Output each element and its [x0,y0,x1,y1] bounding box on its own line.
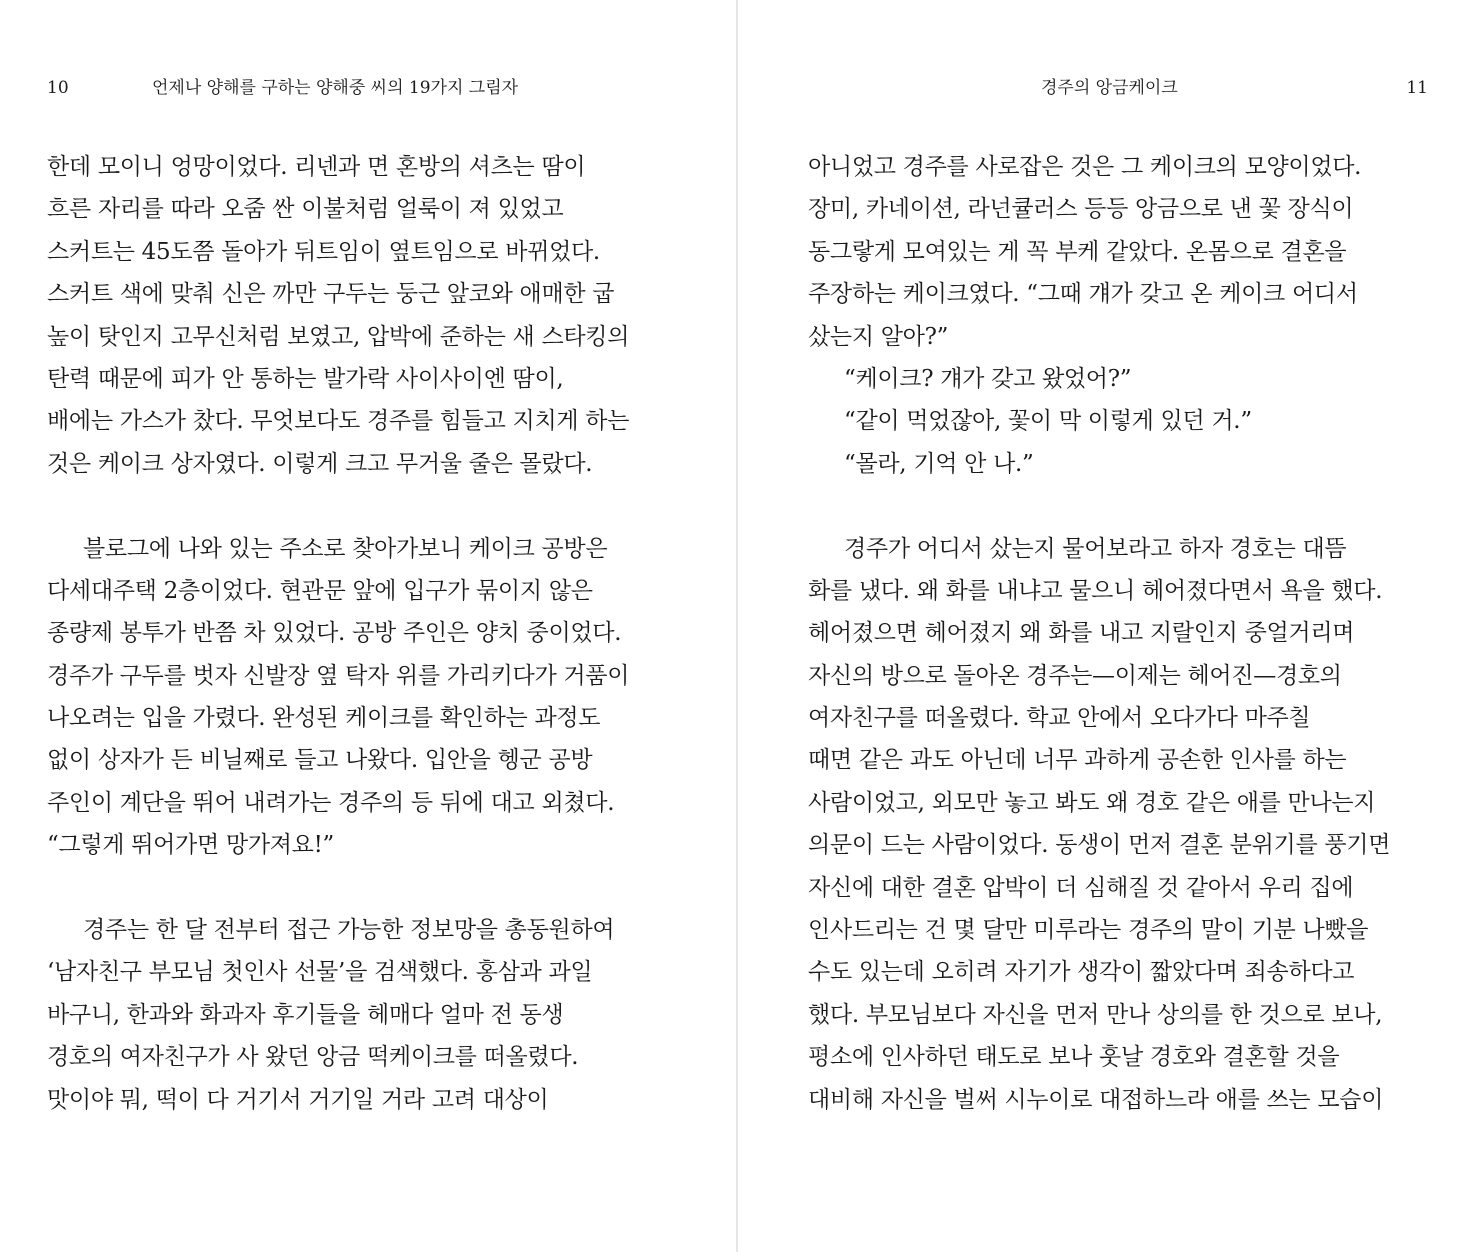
running-title: 언제나 양해를 구하는 양해중 씨의 19가지 그림자 [152,78,519,98]
text-line: 여자친구를 떠올렸다. 학교 안에서 오다가다 마주칠 [808,705,1311,732]
right-page [738,0,1476,1252]
text-line: 경호의 여자친구가 사 왔던 앙금 떡케이크를 떠올렸다. [47,1044,579,1071]
text-line: “케이크? 걔가 갖고 왔었어?” [844,365,1132,392]
text-line: 높이 탓인지 고무신처럼 보였고, 압박에 준하는 새 스타킹의 [47,323,630,350]
text-line: 맛이야 뭐, 떡이 다 거기서 거기일 거라 고려 대상이 [47,1086,549,1113]
text-line: 나오려는 입을 가렸다. 완성된 케이크를 확인하는 과정도 [47,705,601,732]
paragraph [47,909,687,1121]
text-line: 샀는지 알아?” [808,323,949,350]
text-line: ‘남자친구 부모님 첫인사 선물’을 검색했다. 홍삼과 과일 [47,959,593,986]
running-title: 경주의 앙금케이크 [1041,78,1178,98]
text-line: 주인이 계단을 뛰어 내려가는 경주의 등 뒤에 대고 외쳤다. [47,789,615,816]
text-line: 인사드리는 건 몇 달만 미루라는 경주의 말이 기분 나빴을 [808,917,1369,944]
text-line: 바구니, 한과와 화과자 후기들을 헤매다 얼마 전 동생 [47,1001,564,1028]
text-line: 장미, 카네이션, 라넌큘러스 등등 앙금으로 낸 꽃 장식이 [808,196,1354,223]
text-line: 때면 같은 과도 아닌데 너무 과하게 공손한 인사를 하는 [808,747,1347,774]
text-line: 사람이었고, 외모만 놓고 봐도 왜 경호 같은 애를 만나는지 [808,789,1376,816]
text-line: “같이 먹었잖아, 꽃이 막 이렇게 있던 거.” [844,408,1252,435]
text-line: 경주가 구두를 벗자 신발장 옆 탁자 위를 가리키다가 거품이 [47,662,630,689]
text-line: 경주가 어디서 샀는지 물어보라고 하자 경호는 대뜸 [844,535,1347,562]
text-line: 블로그에 나와 있는 주소로 찾아가보니 케이크 공방은 [83,535,608,562]
paragraph [808,400,1458,442]
text-line: 했다. 부모님보다 자신을 먼저 만나 상의를 한 것으로 보나, [808,1001,1383,1028]
paragraph [47,528,687,867]
paragraph-break [47,485,687,527]
text-line: 화를 냈다. 왜 화를 내냐고 물으니 헤어졌다면서 욕을 했다. [808,577,1383,604]
body-text [47,146,687,1121]
page-number: 10 [47,78,69,98]
text-line: 한데 모이니 엉망이었다. 리넨과 면 혼방의 셔츠는 땀이 [47,154,586,180]
text-line: 다세대주택 2층이었다. 현관문 앞에 입구가 묶이지 않은 [47,577,593,604]
text-line: 경주는 한 달 전부터 접근 가능한 정보망을 총동원하여 [83,917,615,944]
text-line: 아니었고 경주를 사로잡은 것은 그 케이크의 모양이었다. [808,154,1362,180]
text-line: 헤어졌으면 헤어졌지 왜 화를 내고 지랄인지 중얼거리며 [808,620,1355,647]
text-line: 주장하는 케이크였다. “그때 걔가 갖고 온 케이크 어디서 [808,281,1358,308]
text-line: 자신의 방으로 돌아온 경주는—이제는 헤어진—경호의 [808,662,1342,689]
text-line: 평소에 인사하던 태도로 보나 훗날 경호와 결혼할 것을 [808,1044,1340,1071]
text-line: 스커트 색에 맞춰 신은 까만 구두는 둥근 앞코와 애매한 굽 [47,281,615,308]
text-line: 탄력 때문에 피가 안 통하는 발가락 사이사이엔 땀이, [47,365,564,392]
text-line: 동그랗게 모여있는 게 꼭 부케 같았다. 온몸으로 결혼을 [808,238,1347,265]
text-line: “몰라, 기억 안 나.” [844,450,1034,477]
text-line: 배에는 가스가 찼다. 무엇보다도 경주를 힘들고 지치게 하는 [47,408,630,435]
text-line: 없이 상자가 든 비닐째로 들고 나왔다. 입안을 헹군 공방 [47,747,593,774]
paragraph [808,146,1458,358]
page-number: 11 [1406,78,1428,98]
text-line: 대비해 자신을 벌써 시누이로 대접하느라 애를 쓰는 모습이 [808,1086,1384,1113]
paragraph [808,443,1458,485]
body-text [808,146,1458,1121]
text-line: 의문이 드는 사람이었다. 동생이 먼저 결혼 분위기를 풍기면 [808,832,1391,859]
paragraph [808,358,1458,400]
left-page [0,0,736,1252]
paragraph-break [47,867,687,909]
text-line: 스커트는 45도쯤 돌아가 뒤트임이 옆트임으로 바뀌었다. [47,238,600,265]
text-line: “그렇게 뛰어가면 망가져요!” [47,832,334,859]
paragraph [47,146,687,485]
text-line: 자신에 대한 결혼 압박이 더 심해질 것 같아서 우리 집에 [808,874,1354,901]
text-line: 수도 있는데 오히려 자기가 생각이 짧았다며 죄송하다고 [808,959,1355,986]
paragraph [808,528,1458,1121]
text-line: 종량제 봉투가 반쯤 차 있었다. 공방 주인은 양치 중이었다. [47,620,622,647]
text-line: 것은 케이크 상자였다. 이렇게 크고 무거울 줄은 몰랐다. [47,450,593,477]
text-line: 흐른 자리를 따라 오줌 싼 이불처럼 얼룩이 져 있었고 [47,196,564,223]
paragraph-break [808,485,1458,527]
